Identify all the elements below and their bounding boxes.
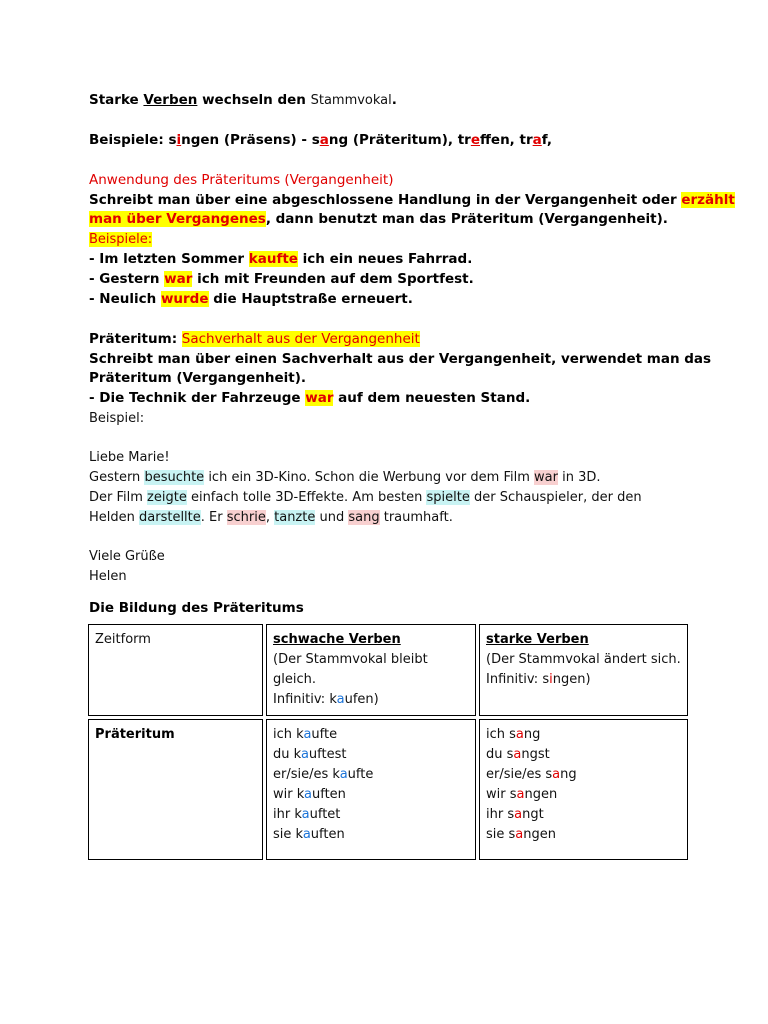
section2-example-label: Beispiel: [89,411,145,426]
row-label-cell [88,719,263,860]
table-title: Die Bildung des Präteritums [89,600,304,616]
strong-form-item [486,725,681,745]
highlighted-label: Beispiele: [89,232,153,247]
text-fragment: ngen [523,827,556,842]
text-fragment: ich k [273,727,304,742]
text-fragment: er/sie/es k [273,767,340,782]
stem-vowel: a [515,827,524,842]
text-fragment: ufte [347,767,374,782]
text-fragment: er/sie/es s [486,767,553,782]
stem-vowel: a [336,692,345,707]
letter-line1 [89,468,600,487]
strong-verbs-note: (Der Stammvokal ändert sich. [486,652,681,667]
text-fragment: traumhaft. [379,510,453,525]
highlighted-phrase: man über Vergangenes [89,211,266,227]
text-fragment: ihr k [273,807,302,822]
weak-verbs-infinitive [273,690,469,710]
highlighted-phrase: Sachverhalt aus der Vergangenheit [181,331,420,347]
text-fragment: Helden [89,510,140,525]
tense-label: Zeitform [95,632,151,647]
stem-vowel: a [319,132,329,148]
intro-sentence [89,91,397,110]
strong-form-item [486,745,681,765]
text-fragment: ngen) [552,672,591,687]
stem-vowel: e [470,132,480,148]
highlighted-verb: war [164,271,193,287]
weak-form-item [273,805,469,825]
header-cell-tense [88,624,263,716]
stem-vowel: a [513,747,522,762]
text-fragment: ngst [521,747,550,762]
text-fragment: - Im letzten Sommer [89,251,249,267]
text-fragment: ngen (Präsens) - s [181,132,320,148]
table-row [88,719,688,860]
text-fragment: ich ein neues Fahrrad. [297,251,473,267]
text-fragment: du s [486,747,514,762]
text-fragment: der Schauspieler, der den [469,490,642,505]
text-fragment: uftest [308,747,347,762]
text-fragment: Gestern [89,470,145,485]
strong-form-item [486,825,681,845]
text-fragment: - Die Technik der Fahrzeuge [89,390,306,406]
text-fragment: uftet [309,807,341,822]
section1-text-line2 [89,210,668,229]
strong-verb-highlight: war [534,470,558,485]
stem-vowel: a [552,767,561,782]
text-fragment: ngen [524,787,558,802]
section2-text-line1: Schreibt man über einen Sachverhalt aus der Vergangenheit, verwendet man das [89,351,712,367]
stem-vowel: i [176,132,182,148]
text-fragment: einfach tolle 3D-Effekte. Am besten [186,490,427,505]
text-fragment: wir k [273,787,305,802]
stem-vowel: a [304,787,312,802]
section1-example-2 [89,270,474,289]
table-header-row [88,624,688,716]
text-fragment: sie k [273,827,303,842]
text-fragment: Präteritum: [89,331,182,347]
text-fragment: . [391,92,397,108]
strong-verb-highlight: sang [348,510,380,525]
conjugation-table [85,621,691,863]
section1-example-1 [89,250,472,269]
light-word: Stammvokal [310,93,392,108]
highlighted-verb: wurde [160,291,209,307]
weak-verb-highlight: spielte [426,490,470,505]
text-fragment: ng [523,727,541,742]
text-fragment: Infinitiv: k [273,692,337,707]
underlined-word: Verben [143,92,198,108]
text-fragment: Schreibt man über eine abgeschlossene Handlung in der Vergangenheit oder [89,192,682,208]
text-fragment: ngt [522,807,544,822]
letter-line3 [89,508,453,527]
text-fragment: ich mit Freunden auf dem Sportfest. [192,271,474,287]
weak-verb-highlight: darstellte [139,510,201,525]
text-fragment: wir s [486,787,517,802]
stem-vowel: a [516,787,525,802]
highlighted-phrase: erzählt [681,192,735,208]
text-fragment: uften [310,827,345,842]
weak-verb-highlight: zeigte [147,490,187,505]
text-fragment: ffen, tr [479,132,533,148]
letter-signature: Helen [89,569,127,584]
weak-form-item [273,825,469,845]
highlighted-verb: kaufte [248,251,298,267]
stem-vowel: a [339,767,348,782]
section1-example-3 [89,290,413,309]
text-fragment: ihr s [486,807,515,822]
text-fragment: Starke [89,92,144,108]
section2-text-line2: Präteritum (Vergangenheit). [89,370,307,386]
strong-verbs-title: starke Verben [486,632,589,647]
highlighted-verb: war [305,390,334,406]
text-fragment: Der Film [89,490,148,505]
letter-closing: Viele Grüße [89,549,165,564]
weak-form-item [273,765,469,785]
weak-form-item [273,745,469,765]
stem-vowel: a [515,727,524,742]
section2-heading [89,330,420,349]
text-fragment: und [315,510,349,525]
text-fragment: Infinitiv: s [486,672,550,687]
letter-line2 [89,488,642,507]
text-fragment: uften [312,787,346,802]
stem-vowel: a [302,827,311,842]
text-fragment: ich ein 3D-Kino. Schon die Werbung vor dem Film [204,470,534,485]
text-fragment: die Hauptstraße erneuert. [208,291,413,307]
weak-verb-highlight: tanzte [274,510,316,525]
text-fragment: ufte [311,727,338,742]
section1-examples-label [89,230,152,249]
section1-text-line1 [89,191,735,210]
weak-forms-cell [266,719,476,860]
text-fragment: auf dem neuesten Stand. [333,390,531,406]
stem-vowel: a [303,727,312,742]
text-fragment: f, [541,132,553,148]
weak-verbs-note: (Der Stammvokal bleibt gleich. [273,652,428,687]
section2-example [89,389,530,408]
text-fragment: sie s [486,827,516,842]
text-fragment: , [265,510,275,525]
text-fragment: - Gestern [89,271,165,287]
weak-form-item [273,725,469,745]
weak-verbs-title: schwache Verben [273,632,401,647]
stem-vowel: a [300,747,309,762]
strong-form-item [486,765,681,785]
weak-form-item [273,785,469,805]
stem-vowel: a [532,132,542,148]
strong-form-item [486,785,681,805]
text-fragment: in 3D. [557,470,601,485]
intro-examples [89,131,552,150]
strong-verbs-infinitive [486,670,681,690]
stem-vowel: a [514,807,523,822]
header-cell-strong [479,624,688,716]
text-fragment: ng (Präteritum), tr [328,132,471,148]
text-fragment: - Neulich [89,291,161,307]
header-cell-weak [266,624,476,716]
text-fragment: du k [273,747,301,762]
weak-verb-highlight: besuchte [144,470,205,485]
stem-vowel: i [549,672,553,687]
text-fragment: ng [560,767,577,782]
strong-form-item [486,805,681,825]
strong-forms-cell [479,719,688,860]
text-fragment: . Er [200,510,227,525]
text-fragment: Beispiele: s [89,132,177,148]
text-fragment: , dann benutzt man das Präteritum (Vergangenheit). [265,211,668,227]
row-label: Präteritum [95,727,175,742]
text-fragment: ich s [486,727,516,742]
text-fragment: wechseln den [197,92,311,108]
strong-verb-highlight: schrie [226,510,266,525]
text-fragment: ufen) [344,692,379,707]
letter-greeting: Liebe Marie! [89,450,170,465]
stem-vowel: a [301,807,310,822]
section1-heading: Anwendung des Präteritums (Vergangenheit) [89,172,394,188]
